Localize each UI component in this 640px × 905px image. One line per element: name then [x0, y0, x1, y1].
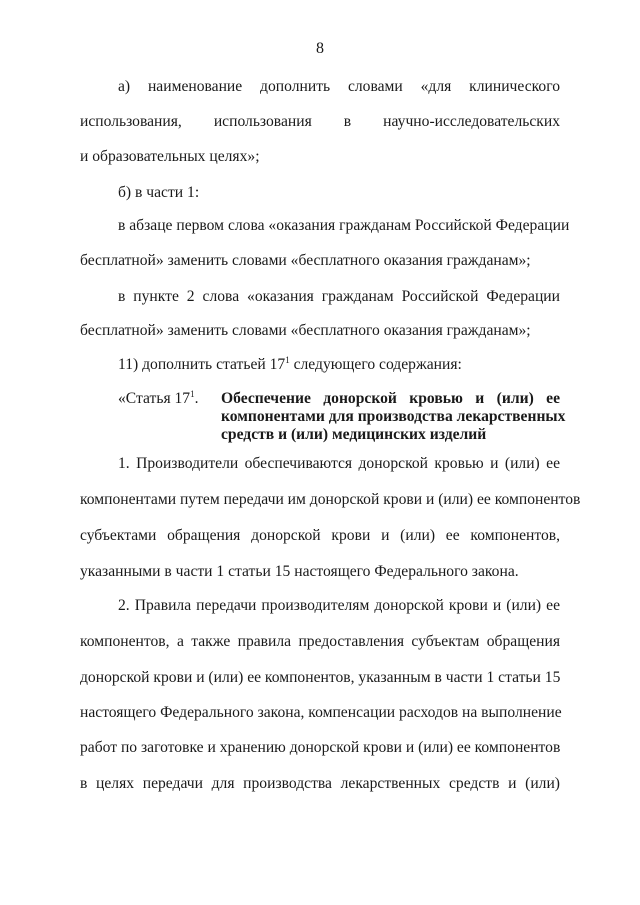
item-11-line [118, 356, 560, 374]
text-line: работ по заготовке и хранению донорской крови и (или) ее компонентов [80, 739, 561, 756]
article-label-text: «Статья 17 [118, 390, 191, 407]
page-number: 8 [316, 40, 324, 57]
text-line: в абзаце первом слова «оказания гражданам Российской Федерации [118, 217, 570, 234]
article-heading-line: компонентами для производства лекарственных [221, 408, 566, 425]
text-line: компонентов, а также правила предоставления субъектам обращения [80, 633, 560, 650]
text-line: в целях передачи для производства лекарственных средств и (или) [80, 775, 560, 792]
text-line: бесплатной» заменить словами «бесплатного оказания гражданам»; [80, 252, 531, 269]
text-line: а) наименование дополнить словами «для клинического [118, 78, 560, 95]
text-line: донорской крови и (или) ее компонентов, указанным в части 1 статьи 15 [80, 669, 561, 686]
text-line: субъектами обращения донорской крови и (или) ее компонентов, [80, 527, 560, 544]
text-line: использования, использования в научно-исследовательских [80, 113, 560, 130]
text-line: 1. Производители обеспечиваются донорской кровью и (или) ее [118, 455, 560, 472]
text-line: и образовательных целях»; [80, 148, 260, 165]
article-heading-line: Обеспечение донорской кровью и (или) ее [221, 390, 560, 407]
item-11-text-rest: следующего содержания: [289, 356, 462, 373]
text-line: указанными в части 1 статьи 15 настоящего Федерального закона. [80, 563, 519, 580]
article-heading-line: средств и (или) медицинских изделий [221, 426, 487, 443]
item-11-text: 11) дополнить статьей 17 [118, 356, 286, 373]
text-line: бесплатной» заменить словами «бесплатного оказания гражданам»; [80, 322, 531, 339]
article-superscript: 1 [190, 389, 195, 399]
text-line: в пункте 2 слова «оказания гражданам Российской Федерации [118, 288, 560, 305]
text-line: 2. Правила передачи производителям донорской крови и (или) ее [118, 597, 560, 614]
article-label [118, 390, 199, 408]
text-line: б) в части 1: [118, 184, 200, 201]
item-11-superscript: 1 [285, 355, 290, 365]
text-line: настоящего Федерального закона, компенсации расходов на выполнение [80, 704, 562, 721]
text-line: компонентами путем передачи им донорской крови и (или) ее компонентов [80, 491, 581, 508]
article-label-dot: . [194, 390, 199, 407]
